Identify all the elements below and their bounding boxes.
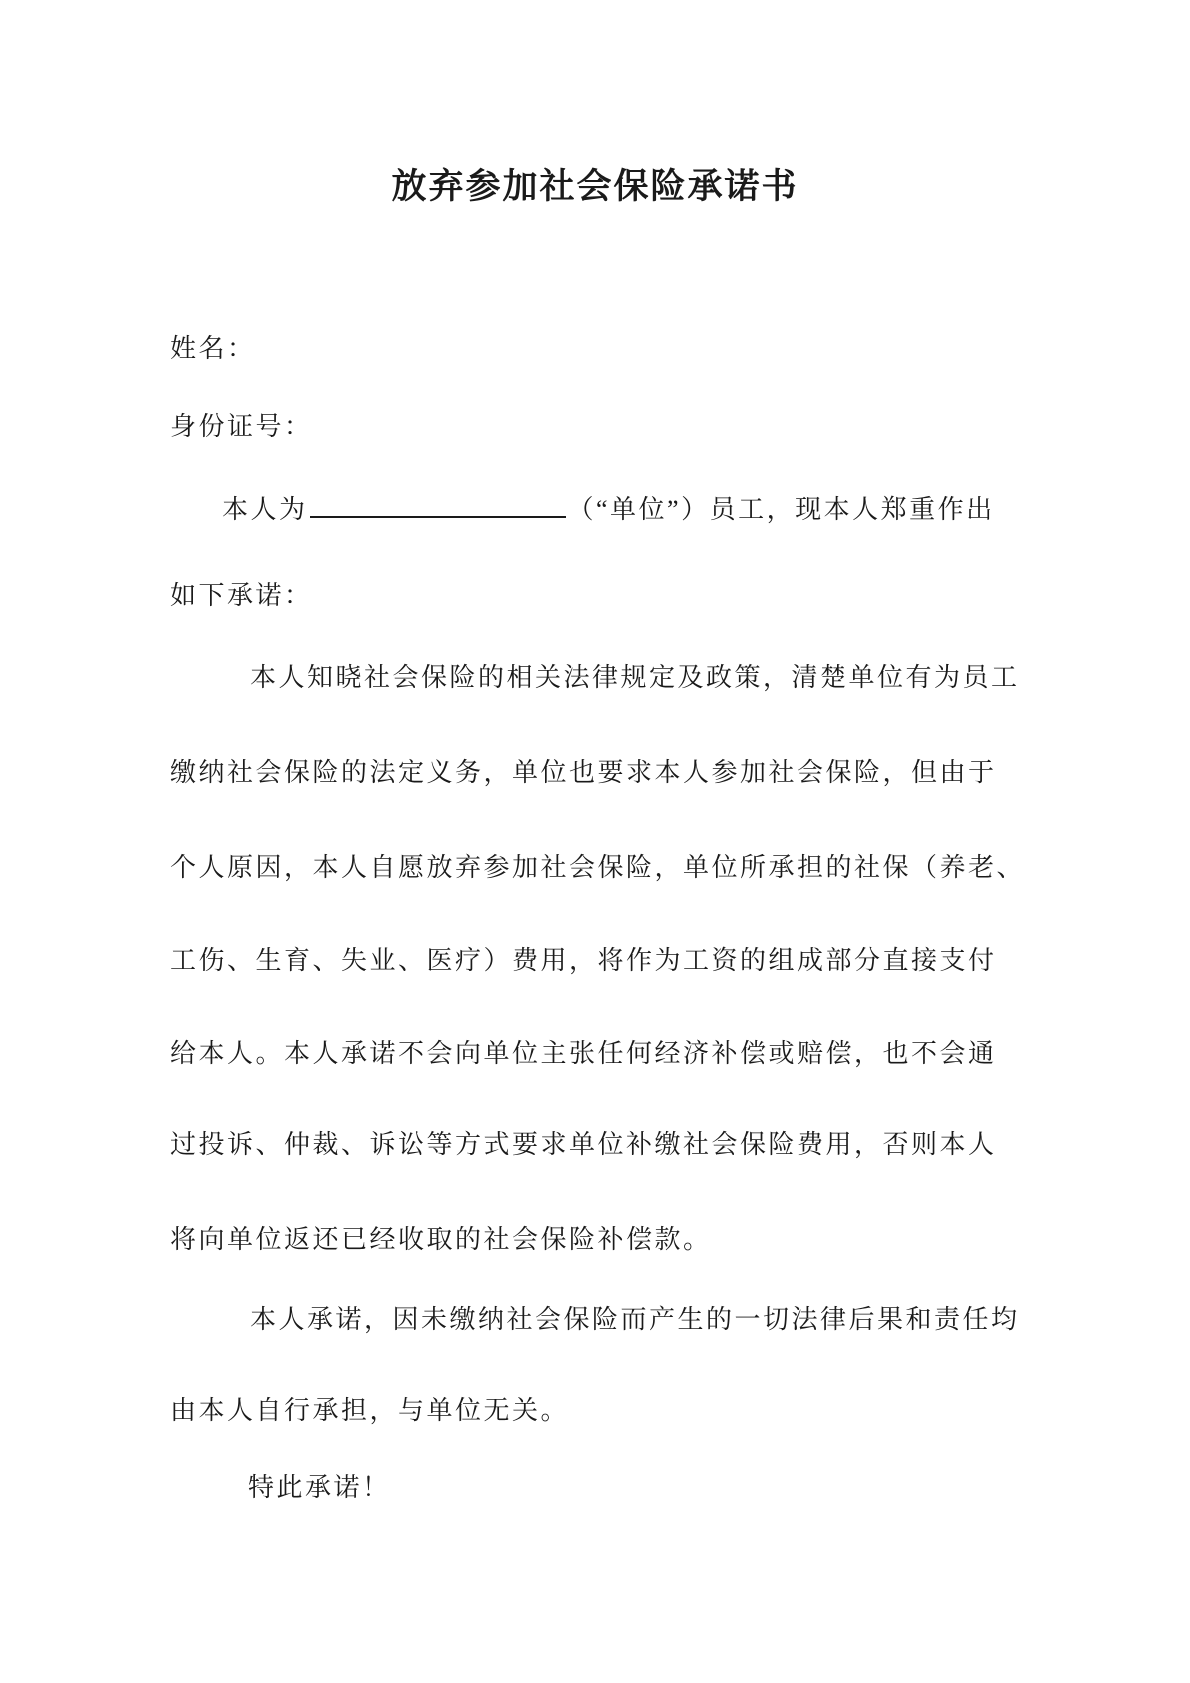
paragraph2-line: 本人承诺，因未缴纳社会保险而产生的一切法律后果和责任均 xyxy=(250,1305,1020,1334)
paragraph1-line: 将向单位返还已经收取的社会保险补偿款。 xyxy=(170,1225,712,1254)
paragraph1-line: 给本人。本人承诺不会向单位主张任何经济补偿或赔偿，也不会通 xyxy=(170,1039,997,1068)
paragraph2-line: 由本人自行承担，与单位无关。 xyxy=(170,1396,570,1425)
employer-intro-line xyxy=(222,492,995,525)
closing-line: 特此承诺！ xyxy=(248,1473,391,1502)
employer-name-blank xyxy=(310,492,566,518)
id-number-label: 身份证号： xyxy=(170,412,313,441)
promise-lead-line: 如下承诺： xyxy=(170,581,313,610)
paragraph1-line: 工伤、生育、失业、医疗）费用，将作为工资的组成部分直接支付 xyxy=(170,946,997,975)
paragraph1-line: 缴纳社会保险的法定义务，单位也要求本人参加社会保险，但由于 xyxy=(170,758,997,787)
paragraph1-line: 过投诉、仲裁、诉讼等方式要求单位补缴社会保险费用，否则本人 xyxy=(170,1130,997,1159)
document-title: 放弃参加社会保险承诺书 xyxy=(391,167,799,206)
paragraph1-line: 本人知晓社会保险的相关法律规定及政策，清楚单位有为员工 xyxy=(250,663,1020,692)
employer-intro-prefix: 本人为 xyxy=(222,495,308,524)
paragraph1-line: 个人原因，本人自愿放弃参加社会保险，单位所承担的社保（养老、 xyxy=(170,853,1026,882)
employer-intro-suffix: （“单位”）员工，现本人郑重作出 xyxy=(567,495,995,524)
name-label: 姓名： xyxy=(170,334,256,363)
